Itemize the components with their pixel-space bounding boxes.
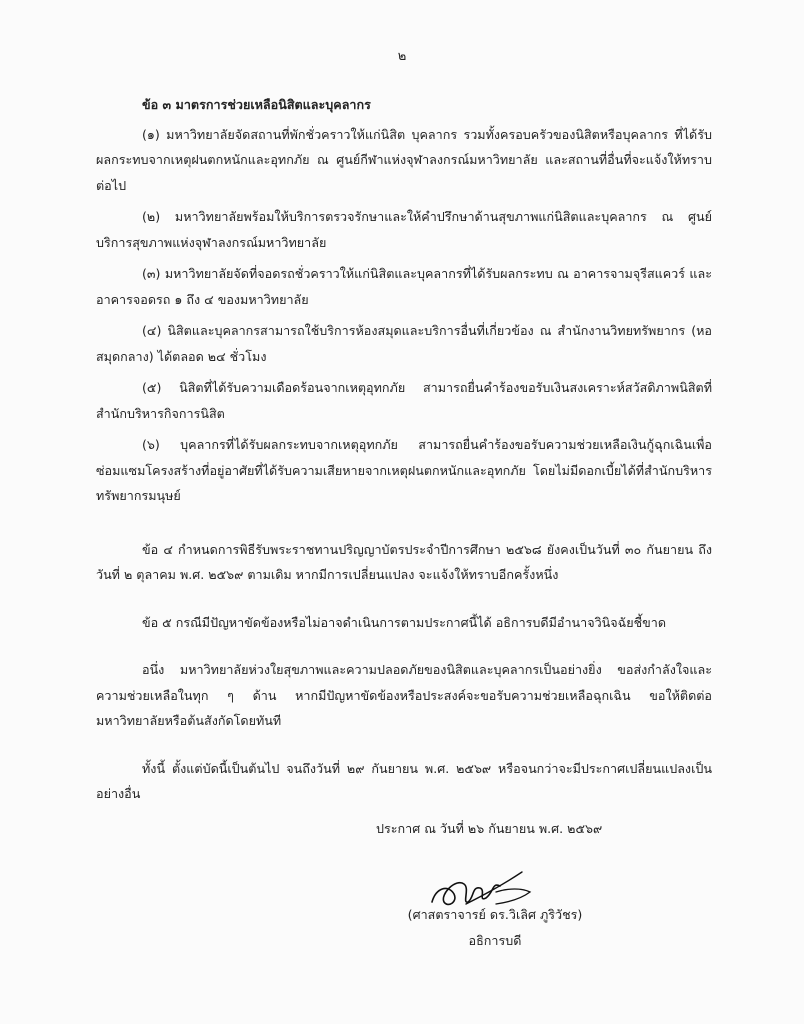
signer-title: อธิการบดี — [468, 933, 522, 948]
section3-heading: ข้อ ๓ มาตรการช่วยเหลือนิสิตและบุคลากร — [142, 97, 371, 112]
section3-item-3: (๓) มหาวิทยาลัยจัดที่จอดรถชั่วคราวให้แก่นิสิตและบุคลากรที่ได้รับผลกระทบ ณ อาคารจามจุรีสแควร์ และอาคารจอดรถ ๑ ถึง ๔ ของมหาวิทยาลัย — [96, 266, 712, 307]
section3-item-1: (๑) มหาวิทยาลัยจัดสถานที่พักชั่วคราวให้แก่นิสิต บุคลากร รวมทั้งครอบครัวของนิสิตหรือบุคลากร ที่ได้รับผลกระทบจากเหตุฝนตกหนักและอุทกภัย ณ ศูนย์กีฬาแห่งจุฬาลงกรณ์มหาวิทยาลัย และสถานที่อื่นที่จะแจ้งให้ทราบต่อไป — [96, 126, 712, 193]
signer-name: (ศาสตราจารย์ ดร.วิเลิศ ภูริวัชร) — [407, 907, 583, 922]
section3-item-6: (๖) บุคลากรที่ได้รับผลกระทบจากเหตุอุทกภัย สามารถยื่นคำร้องขอรับความช่วยเหลือเงินกู้ฉุกเฉินเพื่อซ่อมแซมโครงสร้างที่อยู่อาศัยที่ได้รับความเสียหายจากเหตุฝนตกหนักและอุทกภัย โดยไม่มีดอกเบี้ยได้ที่สำนักบริหารทรัพยากรมนุษย์ — [96, 437, 712, 503]
announcement-date: ประกาศ ณ วันที่ ๒๖ กันยายน พ.ศ. ๒๕๖๙ — [376, 821, 603, 836]
signature-block — [0, 816, 804, 976]
section3-item-5: (๕) นิสิตที่ได้รับความเดือดร้อนจากเหตุอุทกภัย สามารถยื่นคำร้องขอรับเงินสงเคราะห์สวัสดิภาพนิสิตที่สำนักบริหารกิจการนิสิต — [96, 380, 712, 421]
section5-paragraph: ข้อ ๕ กรณีมีปัญหาขัดข้องหรือไม่อาจดำเนินการตามประกาศนี้ได้ อธิการบดีมีอำนาจวินิจฉัยชี้ขาด — [142, 614, 666, 630]
section3-item-4: (๔) นิสิตและบุคลากรสามารถใช้บริการห้องสมุดและบริการอื่นที่เกี่ยวข้อง ณ สำนักงานวิทยทรัพยากร (หอสมุดกลาง) ได้ตลอด ๒๔ ชั่วโมง — [96, 323, 712, 364]
effective-paragraph: ทั้งนี้ ตั้งแต่บัดนี้เป็นต้นไป จนถึงวันที่ ๒๙ กันยายน พ.ศ. ๒๕๖๙ หรือจนกว่าจะมีประกาศเปลี่ยนแปลงเป็นอย่างอื่น — [96, 760, 712, 801]
section4-paragraph: ข้อ ๔ กำหนดการพิธีรับพระราชทานปริญญาบัตรประจำปีการศึกษา ๒๕๖๘ ยังคงเป็นวันที่ ๓๐ กันยายน ถึงวันที่ ๒ ตุลาคม พ.ศ. ๒๕๖๙ ตามเดิม หากมีการเปลี่ยนแปลง จะแจ้งให้ทราบอีกครั้งหนึ่ง — [96, 541, 712, 582]
page-number: ๒ — [397, 49, 407, 64]
section3-item-2: (๒) มหาวิทยาลัยพร้อมให้บริการตรวจรักษาและให้คำปรึกษาด้านสุขภาพแก่นิสิตและบุคลากร ณ ศูนย์บริการสุขภาพแห่งจุฬาลงกรณ์มหาวิทยาลัย — [96, 209, 712, 250]
closing-paragraph: อนึ่ง มหาวิทยาลัยห่วงใยสุขภาพและความปลอดภัยของนิสิตและบุคลากรเป็นอย่างยิ่ง ขอส่งกำลังใจและความช่วยเหลือในทุก ๆ ด้าน หากมีปัญหาขัดข้องหรือประสงค์จะขอรับความช่วยเหลือฉุกเฉิน ขอให้ติดต่อมหาวิทยาลัยหรือต้นสังกัดโดยทันที — [96, 662, 712, 728]
document-body — [96, 92, 712, 813]
